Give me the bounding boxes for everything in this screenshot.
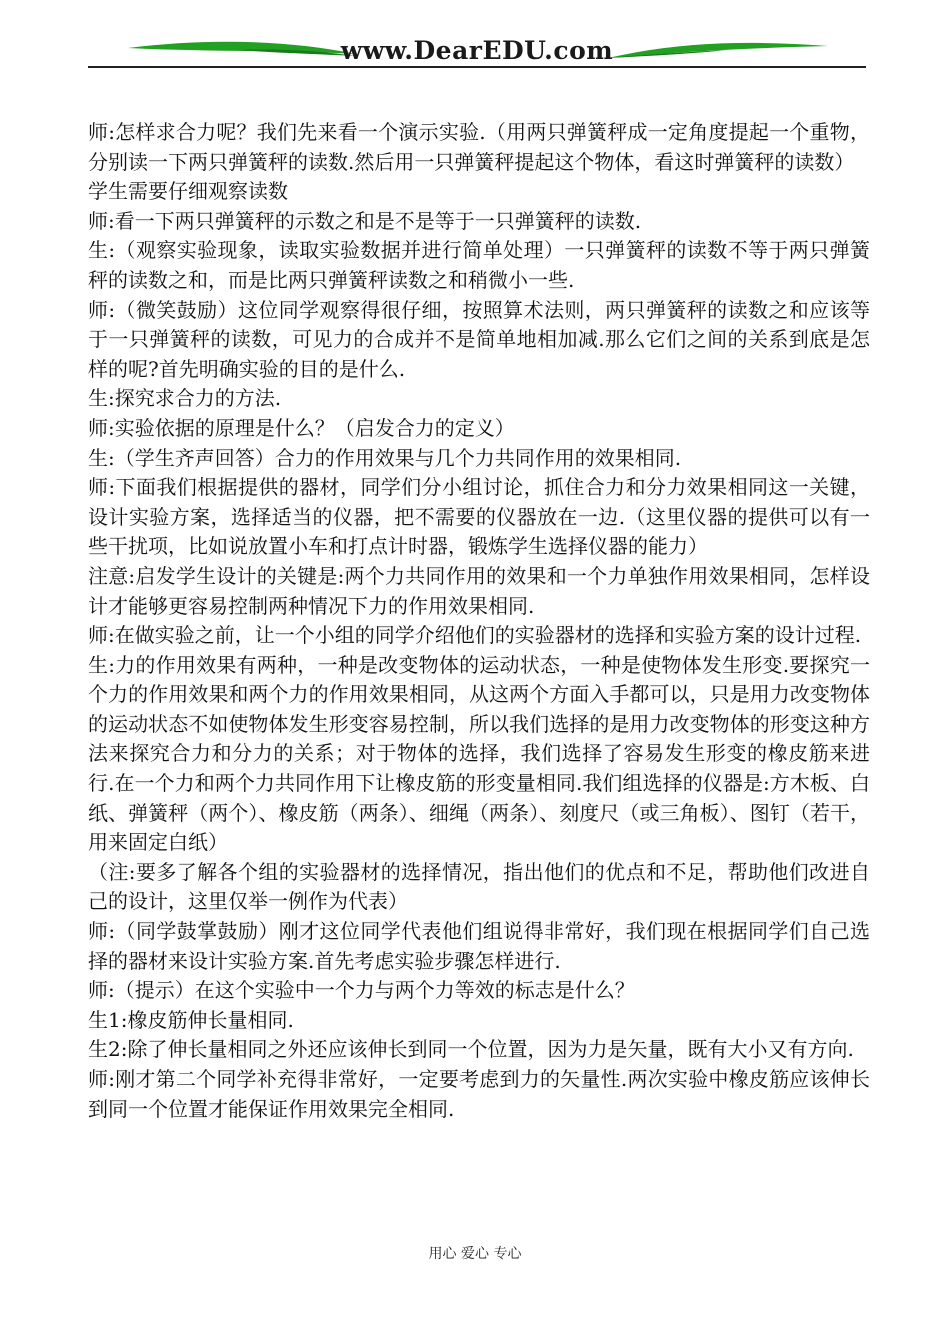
paragraph: 生:（学生齐声回答）合力的作用效果与几个力共同作用的效果相同.: [88, 445, 682, 470]
paragraph: 师:怎样求合力呢？我们先来看一个演示实验.（用两只弹簧秤成一定角度提起一个重物，分别读一下两只弹簧秤的读数.然后用一只弹簧秤提起这个物体，看这时弹簧秤的读数）: [88, 120, 870, 174]
paragraph: 师:（同学鼓掌鼓励）刚才这位同学代表他们组说得非常好，我们现在根据同学们自己选择的器材来设计实验方案.首先考虑实验步骤怎样进行.: [88, 919, 870, 973]
page-footer: 用心 爱心 专心: [428, 1246, 522, 1262]
paragraph: 生2:除了伸长量相同之外还应该伸长到同一个位置，因为力是矢量，既有大小又有方向.: [88, 1037, 854, 1062]
paragraph: 师:实验依据的原理是什么？（启发合力的定义）: [88, 415, 515, 440]
paragraph: 师:看一下两只弹簧秤的示数之和是不是等于一只弹簧秤的读数.: [88, 208, 642, 233]
site-logo: www.DearEDU.com: [340, 36, 614, 65]
header-divider: [88, 66, 866, 68]
paragraph: 师:刚才第二个同学补充得非常好，一定要考虑到力的矢量性.两次实验中橡皮筋应该伸长到同一个位置才能保证作用效果完全相同.: [88, 1067, 870, 1121]
paragraph: 生1:橡皮筋伸长量相同.: [88, 1007, 294, 1032]
paragraph: 师:在做实验之前，让一个小组的同学介绍他们的实验器材的选择和实验方案的设计过程.: [88, 623, 862, 648]
paragraph: 师:（微笑鼓励）这位同学观察得很仔细，按照算术法则，两只弹簧秤的读数之和应该等于一只弹簧秤的读数，可见力的合成并不是简单地相加减.那么它们之间的关系到底是怎样的呢?首先明确实验的目的是什么.: [88, 297, 870, 381]
paragraph: 师:（提示）在这个实验中一个力与两个力等效的标志是什么？: [88, 978, 635, 1003]
document-body: [88, 118, 870, 1124]
paragraph: 生:力的作用效果有两种，一种是改变物体的运动状态，一种是使物体发生形变.要探究一个力的作用效果和两个力的作用效果相同，从这两个方面入手都可以，只是用力改变物体的运动状态不如使物体发生形变容易控制，所以我们选择的是用力改变物体的形变这种方法来探究合力和分力的关系；对于物体的选择，我们选择了容易发生形变的橡皮筋来进行.在一个力和两个力共同作用下让橡皮筋的形变量相同.我们组选择的仪器是:方木板、白纸、弹簧秤（两个）、橡皮筋（两条）、细绳（两条）、刻度尺（或三角板）、图钉（若干，用来固定白纸）: [88, 652, 870, 855]
site-header: [88, 28, 866, 76]
paragraph: 学生需要仔细观察读数: [88, 179, 288, 204]
paragraph: 生:（观察实验现象，读取实验数据并进行简单处理）一只弹簧秤的读数不等于两只弹簧秤的读数之和，而是比两只弹簧秤读数之和稍微小一些.: [88, 238, 870, 292]
paragraph: 生:探究求合力的方法.: [88, 386, 282, 411]
paragraph: 注意:启发学生设计的关键是:两个力共同作用的效果和一个力单独作用效果相同，怎样设计才能够更容易控制两种情况下力的作用效果相同.: [88, 563, 870, 618]
paragraph: （注:要多了解各个组的实验器材的选择情况，指出他们的优点和不足，帮助他们改进自己的设计，这里仅举一例作为代表）: [88, 859, 870, 914]
paragraph: 师:下面我们根据提供的器材，同学们分小组讨论，抓住合力和分力效果相同这一关键，设计实验方案，选择适当的仪器，把不需要的仪器放在一边.（这里仪器的提供可以有一些干扰项，比如说放置小车和打点计时器，锻炼学生选择仪器的能力）: [88, 475, 870, 559]
